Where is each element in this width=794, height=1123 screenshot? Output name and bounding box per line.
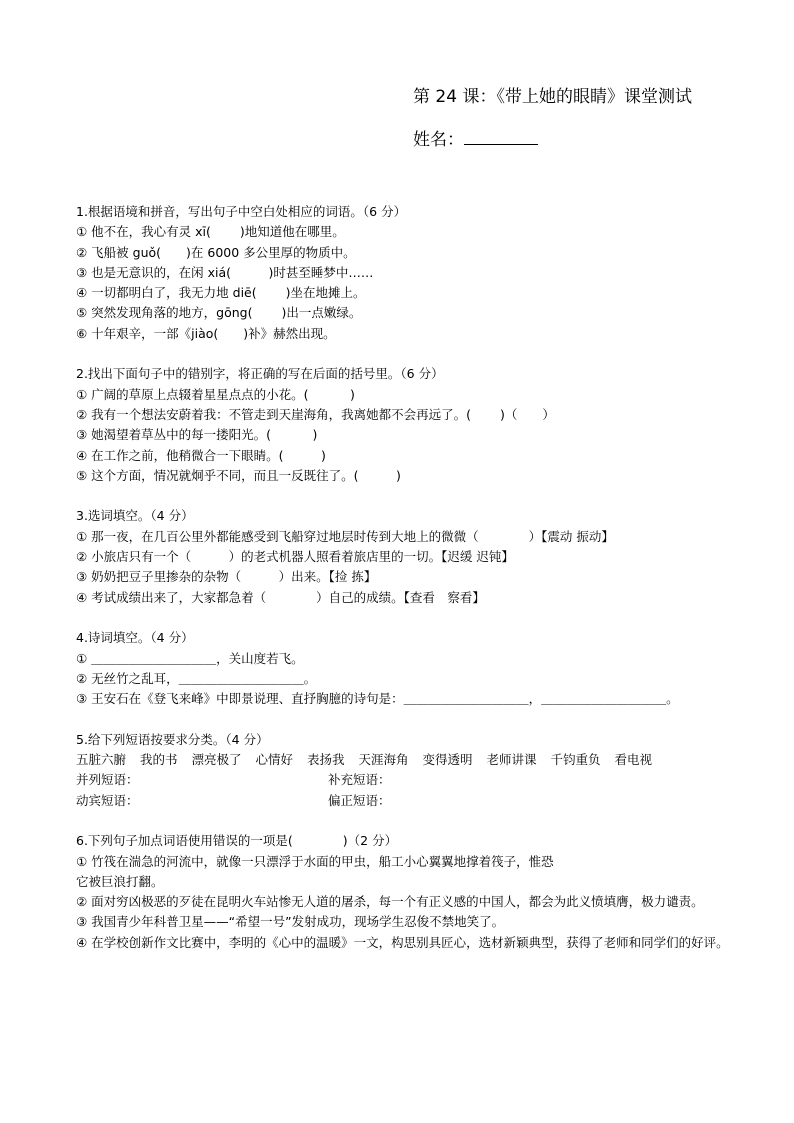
question-6-item: ② 面对穷凶极恶的歹徒在昆明火车站惨无人道的屠杀，每一个有正义感的中国人，都会为此义愤填膺，极力谴责。 (76, 894, 704, 910)
question-1-item: ⑥ 十年艰辛，一部《jiào( )补》赫然出现。 (76, 325, 336, 341)
question-2-item: ③ 她渴望着草丛中的每一搂阳光。( ) (76, 427, 318, 443)
category-row (76, 770, 766, 790)
question-1-prompt: 1.根据语境和拼音，写出句子中空白处相应的词语。（6 分） (76, 204, 407, 219)
question-6-item: ③ 我国青少年科普卫星——“希望一号”发射成功，现场学生忍俊不禁地笑了。 (76, 914, 505, 930)
question-6-item: ④ 在学校创新作文比赛中，李明的《心中的温暖》一文，构思别具匠心，选材新颖典型，获得了老师和同学们的好评。 (76, 934, 729, 950)
name-blank[interactable] (464, 128, 538, 145)
question-2-item: ② 我有一个想法安蔚着我：不管走到天崖海角，我离她都不会再远了。( )（ ） (76, 406, 555, 422)
question-5-prompt: 5.给下列短语按要求分类。（4 分） (76, 731, 269, 747)
question-4-prompt: 4.诗词填空。（4 分） (76, 630, 194, 646)
category-complement: 补充短语： (328, 772, 391, 788)
category-parallel: 并列短语： (76, 772, 139, 788)
phrase: 老师讲课 (486, 752, 537, 768)
question-1-item: ① 他不在，我心有灵 xī( )地知道他在哪里。 (76, 224, 345, 240)
question-4-item: ① ＿＿＿＿＿＿＿＿＿＿，关山度若飞。 (76, 650, 304, 666)
category-row (76, 791, 766, 811)
question-6-item: ① 竹筏在湍急的河流中，就像一只漂浮于水面的甲虫，船工小心翼翼地撑着筏子，惟恐它被巨浪打翻。 (76, 853, 554, 889)
question-list (76, 202, 766, 973)
name-field (413, 128, 773, 151)
question-4-item: ③ 王安石在《登飞来峰》中即景说理、直抒胸臆的诗句是：＿＿＿＿＿＿＿＿＿＿，＿＿＿＿＿＿＿＿＿＿。 (76, 691, 679, 707)
question-4 (76, 628, 766, 709)
question-3-item: ③ 奶奶把豆子里掺杂的杂物（ ）出来。【捡 拣】 (76, 569, 377, 585)
phrase: 心情好 (255, 752, 294, 768)
question-4-item: ② 无丝竹之乱耳，＿＿＿＿＿＿＿＿＿＿。 (76, 670, 317, 686)
phrase: 表扬我 (307, 752, 345, 768)
phrase: 我的书 (140, 752, 178, 768)
category-modifier: 偏正短语： (328, 792, 391, 808)
phrase: 五脏六腑 (76, 752, 127, 768)
question-1-item: ③ 也是无意识的，在闲 xiá( )时甚至睡梦中…… (76, 264, 374, 280)
phrase: 天涯海角 (358, 752, 409, 768)
question-2-prompt: 2.找出下面句子中的错别字，将正确的写在后面的括号里。（6 分） (76, 366, 444, 382)
phrase: 变得透明 (422, 752, 473, 768)
question-1 (76, 202, 766, 344)
question-1-item: ⑤ 突然发现角落的地方，gōng( )出一点嫩绿。 (76, 305, 362, 321)
document-header (413, 86, 773, 151)
page-title: 第 24 课：《带上她的眼睛》课堂测试 (413, 87, 692, 107)
name-label: 姓名： (413, 130, 464, 150)
question-2-item: ④ 在工作之前，他稍微合一下眼睛。( ) (76, 447, 326, 463)
question-2-item: ① 广阔的草原上点辍着星星点点的小花。( ) (76, 386, 355, 402)
phrase: 看电视 (614, 752, 653, 768)
question-5 (76, 730, 766, 811)
phrase-list (76, 750, 766, 770)
phrase: 漂亮极了 (191, 752, 242, 768)
question-6 (76, 831, 766, 953)
question-2-item: ⑤ 这个方面，情况就炯乎不同，而且一反既往了。( ) (76, 467, 401, 483)
question-3-item: ④ 考试成绩出来了，大家都急着（ ）自己的成绩。【查看 察看】 (76, 589, 485, 605)
question-3-prompt: 3.选词填空。（4 分） (76, 508, 194, 524)
question-3-item: ① 那一夜，在几百公里外都能感受到飞船穿过地层时传到大地上的微微（ ）【震动 振动】 (76, 528, 614, 544)
question-1-item: ④ 一切都明白了，我无力地 diē( )坐在地摊上。 (76, 285, 366, 301)
question-6-prompt: 6.下列句子加点词语使用错误的一项是( )（2 分） (76, 833, 398, 849)
question-3 (76, 506, 766, 607)
phrase: 千钧重负 (550, 752, 601, 768)
question-2 (76, 364, 766, 486)
category-verb-object: 动宾短语： (76, 792, 139, 808)
question-3-item: ② 小旅店只有一个（ ）的老式机器人照看着旅店里的一切。【迟缓 迟钝】 (76, 549, 514, 565)
question-1-item: ② 飞船被 guǒ( )在 6000 多公里厚的物质中。 (76, 244, 356, 260)
